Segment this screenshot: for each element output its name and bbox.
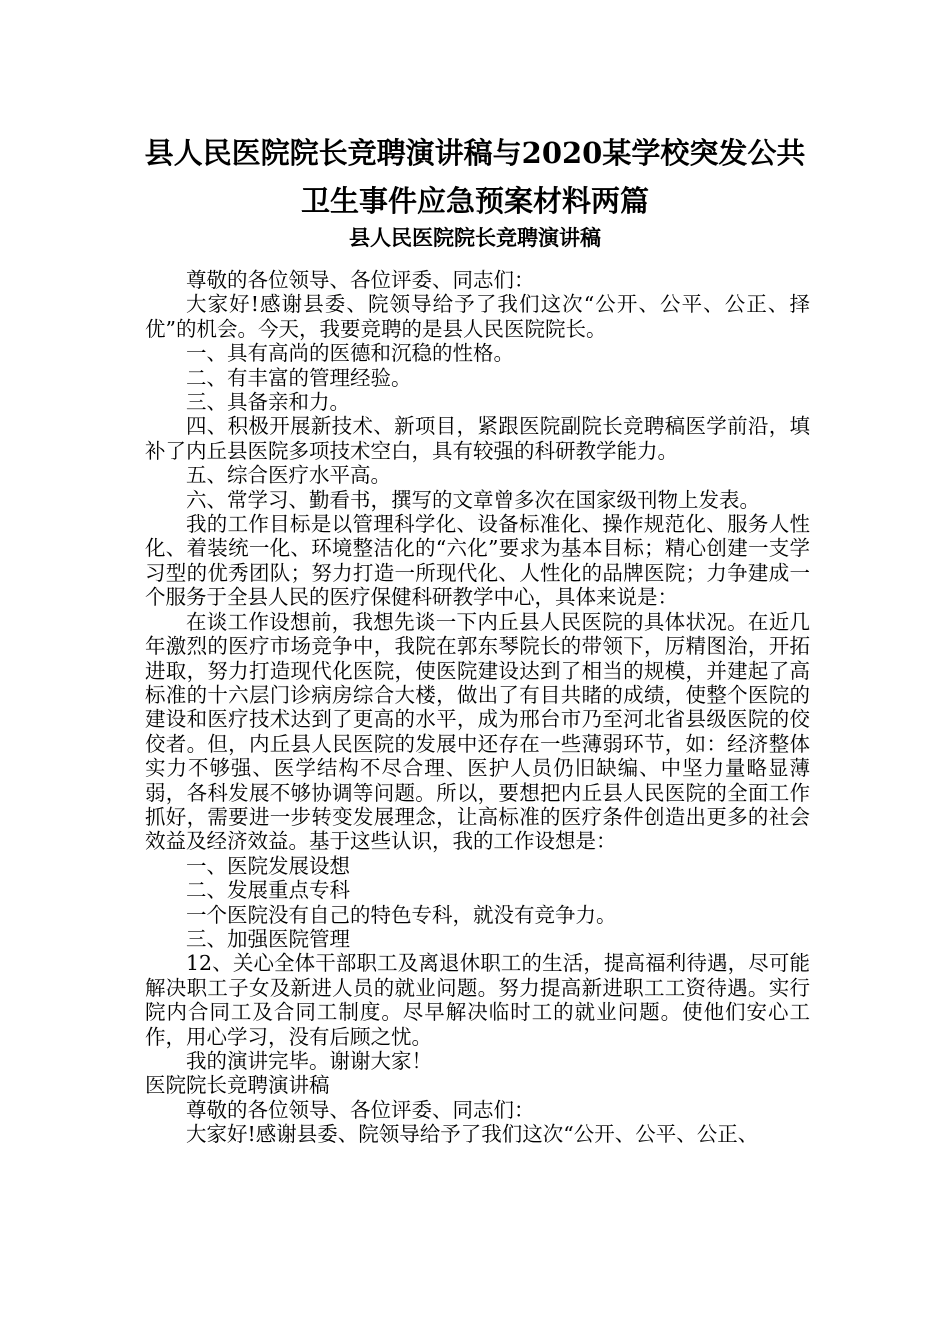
paragraph: 二、有丰富的管理经验。 xyxy=(186,365,412,390)
paragraph: 一、医院发展设想 xyxy=(186,853,350,878)
paragraph: 尊敬的各位领导、各位评委、同志们： xyxy=(186,1097,535,1122)
paragraph: 在谈工作设想前，我想先谈一下内丘县人民医院的具体状况。在近几年激烈的医疗市场竞争中，我院在郭东琴院长的带领下，厉精图治，开拓进取，努力打造现代化医院，使医院建设达到了相当的规模，并建起了高标准的十六层门诊病房综合大楼，做出了有目共睹的成绩，使整个医院的建设和医疗技术达到了更高的水平，成为邢台市乃至河北省县级医院的佼佼者。但，内丘县人民医院的发展中还存在一些薄弱环节，如：经济整体实力不够强、医学结构不尽合理、医护人员仍旧缺编、中坚力量略显薄弱，各科发展不够协调等问题。所以，要想把内丘县人民医院的全面工作抓好，需要进一步转变发展理念，让高标准的医疗条件创造出更多的社会效益及经济效益。基于这些认识，我的工作设想是： xyxy=(145,609,810,854)
paragraph: 三、加强医院管理 xyxy=(186,926,350,951)
paragraph: 二、发展重点专科 xyxy=(186,878,350,903)
paragraph: 六、常学习、勤看书，撰写的文章曾多次在国家级刊物上发表。 xyxy=(186,487,760,512)
paragraph: 大家好!感谢县委、院领导给予了我们这次“公开、公平、公正、择优”的机会。今天，我要竞聘的是县人民医院院长。 xyxy=(145,292,810,341)
paragraph: 四、积极开展新技术、新项目，紧跟医院副院长竞聘稿医学前沿，填补了内丘县医院多项技术空白，具有较强的科研教学能力。 xyxy=(145,414,810,463)
paragraph: 我的工作目标是以管理科学化、设备标准化、操作规范化、服务人性化、着装统一化、环境整洁化的“六化”要求为基本目标；精心创建一支学习型的优秀团队；努力打造一所现代化、人性化的品牌医院；力争建成一个服务于全县人民的医疗保健科研教学中心，具体来说是： xyxy=(145,512,810,610)
paragraph: 尊敬的各位领导、各位评委、同志们： xyxy=(186,268,535,292)
paragraph: 我的演讲完毕。谢谢大家！ xyxy=(186,1049,432,1073)
section-heading-plain: 医院院长竞聘演讲稿 xyxy=(145,1073,330,1098)
paragraph: 12、关心全体干部职工及离退休职工的生活，提高福利待遇，尽可能解决职工子女及新进人员的就业问题。努力提高新进职工工资待遇。实行院内合同工及合同工制度。尽早解决临时工的就业问题。使他们安心工作，用心学习，没有后顾之忧。 xyxy=(145,951,810,1049)
paragraph: 一、具有高尚的医德和沉稳的性格。 xyxy=(186,341,514,366)
paragraph: 一个医院没有自己的特色专科，就没有竞争力。 xyxy=(186,902,617,927)
document-body xyxy=(145,268,810,1147)
document-title-line-2: 卫生事件应急预案材料两篇 xyxy=(300,184,649,218)
paragraph: 三、具备亲和力。 xyxy=(186,390,350,415)
document-title-line-1: 县人民医院院长竞聘演讲稿与2020某学校突发公共 xyxy=(144,136,806,170)
section-heading: 县人民医院院长竞聘演讲稿 xyxy=(349,225,601,250)
paragraph: 大家好!感谢县委、院领导给予了我们这次“公开、公平、公正、 xyxy=(186,1122,759,1147)
paragraph: 五、综合医疗水平高。 xyxy=(186,463,391,488)
